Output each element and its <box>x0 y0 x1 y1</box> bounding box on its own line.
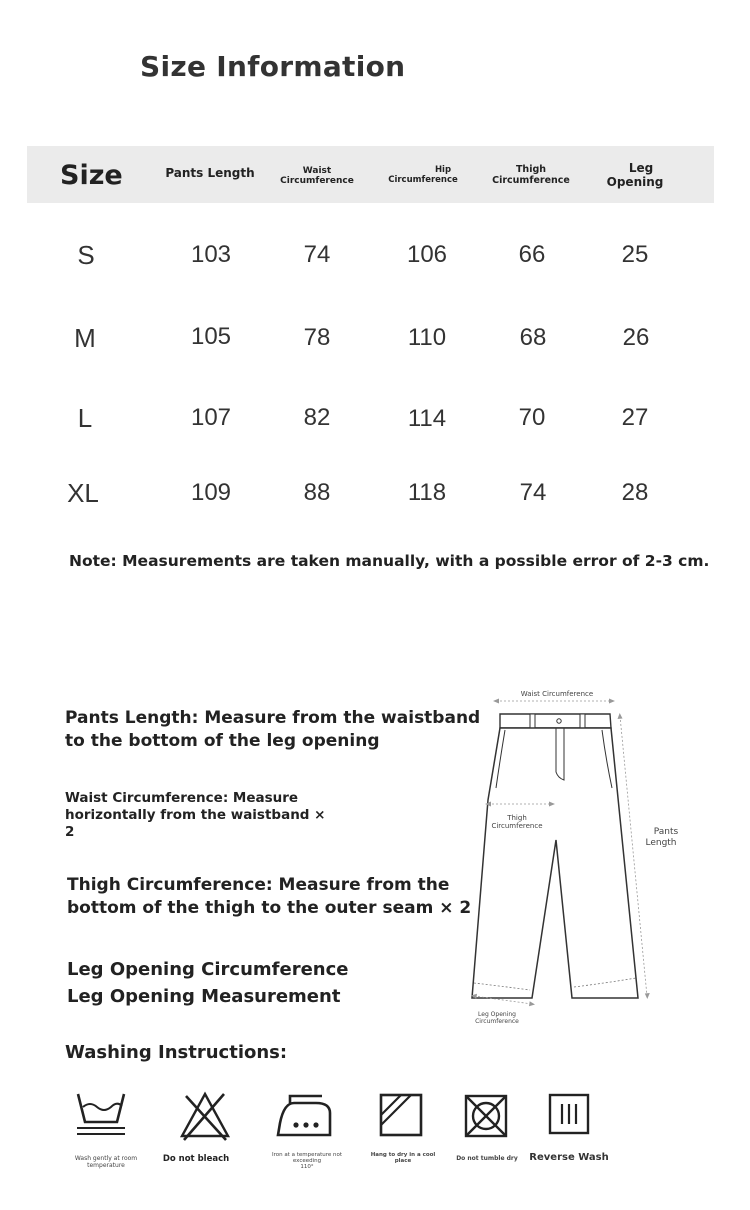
row-s-pants-length: 103 <box>190 241 232 268</box>
waist-description <box>65 790 325 841</box>
header-waist-line1: Waist <box>302 166 332 176</box>
row-s-leg: 25 <box>621 241 649 268</box>
waist-desc-line2: horizontally from the waistband × <box>65 807 326 823</box>
page-title: Size Information <box>140 50 406 83</box>
hang-dry-label-line1: Hang to dry in a cool <box>370 1152 436 1158</box>
measurement-note: Note: Measurements are taken manually, with a possible error of 2-3 cm. <box>69 552 710 570</box>
leg-desc-line1: Leg Opening Circumference <box>67 959 349 980</box>
washing-heading: Washing Instructions: <box>65 1042 288 1063</box>
pants-length-desc-line1: Pants Length: Measure from the waistband <box>65 708 481 728</box>
iron-icon <box>276 1093 334 1139</box>
header-thigh-line1: Thigh <box>515 164 547 175</box>
no-tumble-dry-icon <box>464 1094 508 1138</box>
leg-opening-label-line2: Circumference <box>475 1018 519 1025</box>
header-leg-opening <box>600 162 670 190</box>
row-xl-waist: 88 <box>303 479 331 506</box>
row-l-waist: 82 <box>303 404 331 431</box>
row-l-pants-length: 107 <box>190 404 232 431</box>
header-hip <box>378 166 468 186</box>
row-xl-thigh: 74 <box>519 479 547 506</box>
header-hip-line2: Circumference <box>388 174 458 185</box>
header-size: Size <box>60 160 123 191</box>
waist-desc-line1: Waist Circumference: Measure <box>65 790 299 806</box>
header-thigh-line2: Circumference <box>492 174 570 186</box>
header-thigh <box>486 165 576 187</box>
header-leg-line2: Opening <box>606 174 664 189</box>
row-m-hip: 110 <box>407 324 447 351</box>
row-xl-hip: 118 <box>407 479 447 506</box>
header-leg-line1: Leg <box>628 161 654 175</box>
header-hip-line1: Hip <box>434 165 452 175</box>
reverse-wash-icon <box>548 1093 592 1137</box>
hang-dry-icon <box>379 1093 425 1139</box>
row-l-thigh: 70 <box>518 404 546 431</box>
thigh-desc-line2: bottom of the thigh to the outer seam × 2 <box>67 898 472 918</box>
header-pants-length: Pants Length <box>165 166 255 180</box>
no-bleach-icon <box>178 1088 232 1142</box>
thigh-circumference-label-line1: Thigh <box>507 814 527 822</box>
row-s-hip: 106 <box>406 241 448 268</box>
pants-length-desc-line2: to the bottom of the leg opening <box>65 731 380 751</box>
iron-label <box>257 1152 357 1170</box>
iron-label-line2: 110° <box>300 1164 314 1170</box>
wash-tub-icon <box>75 1088 127 1140</box>
header-waist-line2: Circumference <box>280 176 354 187</box>
wash-gently-label: Wash gently at room temperature <box>74 1155 138 1169</box>
row-xl-pants-length: 109 <box>190 479 232 506</box>
no-tumble-dry-label: Do not tumble dry <box>456 1155 518 1162</box>
thigh-desc-line1: Thigh Circumference: Measure from the <box>67 875 450 895</box>
no-bleach-label: Do not bleach <box>162 1154 230 1164</box>
thigh-circumference-label-line2: Circumference <box>491 822 543 830</box>
hang-dry-label-line2: place <box>394 1158 412 1164</box>
row-l-hip: 114 <box>407 405 447 432</box>
row-l-leg: 27 <box>621 404 649 431</box>
row-m-waist: 78 <box>303 324 331 351</box>
reverse-wash-label: Reverse Wash <box>529 1152 609 1163</box>
iron-label-line1: Iron at a temperature not exceeding <box>271 1152 343 1164</box>
leg-desc-line2: Leg Opening Measurement <box>67 986 341 1007</box>
row-m-pants-length: 105 <box>190 323 232 350</box>
row-l-size: L <box>77 403 93 433</box>
row-s-waist: 74 <box>303 241 331 268</box>
pants-length-label-line1: Pants <box>653 827 679 837</box>
row-xl-leg: 28 <box>621 479 649 506</box>
row-m-thigh: 68 <box>519 324 547 351</box>
pants-length-label-line2: Length <box>645 838 677 848</box>
waist-circumference-label: Waist Circumference <box>520 690 594 698</box>
row-s-thigh: 66 <box>518 241 546 268</box>
row-m-size: M <box>74 323 96 353</box>
leg-opening-label-line1: Leg Opening <box>478 1011 516 1018</box>
header-waist <box>272 166 362 187</box>
pants-length-description <box>65 707 480 753</box>
row-xl-size: XL <box>67 478 99 508</box>
thigh-description <box>67 874 471 920</box>
row-m-leg: 26 <box>622 324 650 351</box>
waist-desc-line3: 2 <box>65 824 75 840</box>
leg-opening-description <box>67 956 349 1010</box>
row-s-size: S <box>77 240 95 270</box>
pants-diagram <box>460 680 700 1030</box>
